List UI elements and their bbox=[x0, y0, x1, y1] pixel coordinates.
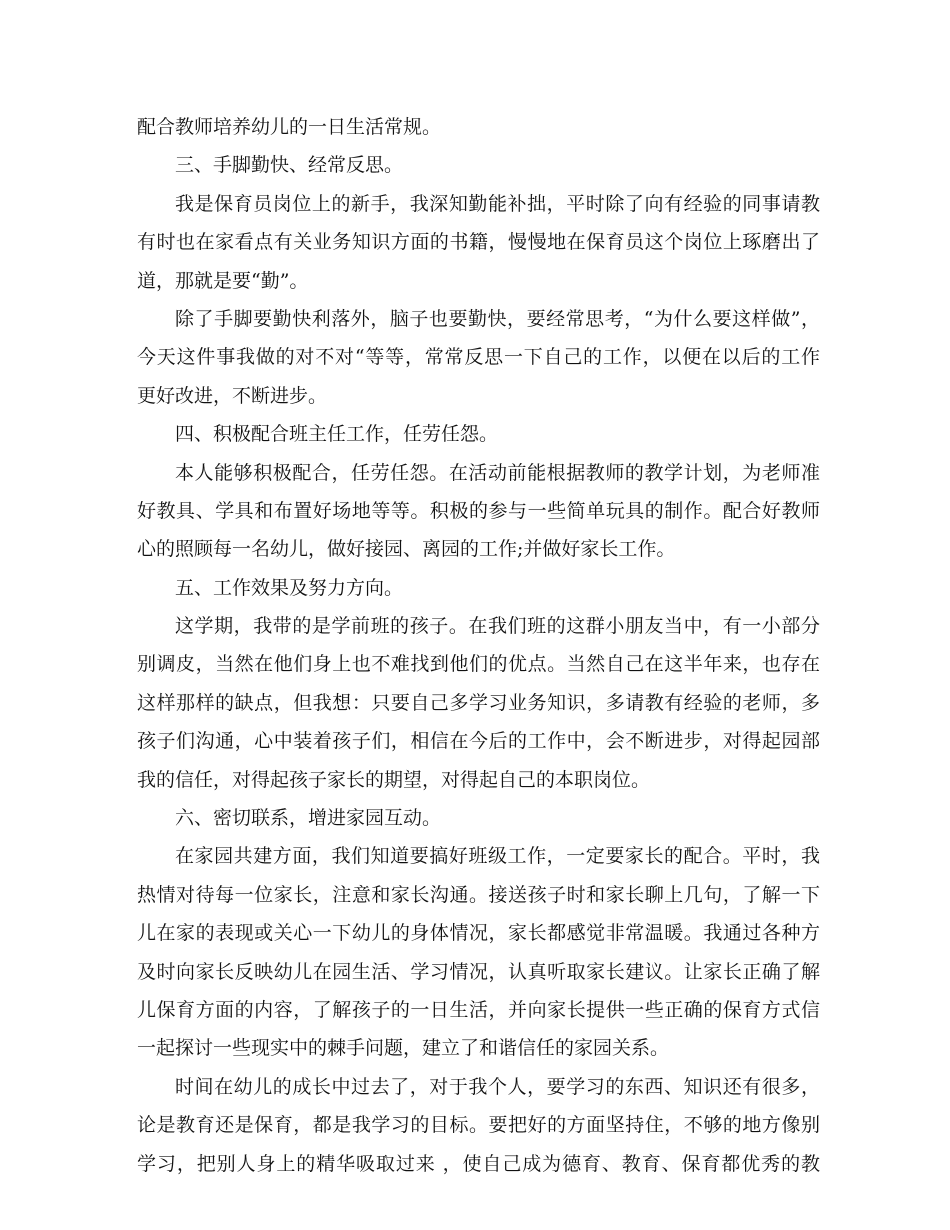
text-line: 四、积极配合班主任工作，任劳任怨。 bbox=[175, 423, 499, 446]
text-line: 除了手脚要勤快利落外，脑子也要勤快，要经常思考，“为什么要这样做”， bbox=[175, 307, 820, 330]
text-line: 论是教育还是保育，都是我学习的目标。要把好的方面坚持住，不够的地方像别 bbox=[137, 1114, 820, 1137]
text-line: 热情对待每一位家长，注意和家长沟通。接送孩子时和家长聊上几句，了解一下 bbox=[137, 883, 820, 906]
text-line: 我的信任，对得起孩子家长的期望，对得起自己的本职岗位。 bbox=[137, 768, 651, 791]
text-line: 孩子们沟通，心中装着孩子们，相信在今后的工作中，会不断进步，对得起园部 bbox=[137, 730, 820, 753]
text-line: 这学期，我带的是学前班的孩子。在我们班的这群小朋友当中，有一小部分 bbox=[175, 615, 820, 638]
text-line: 本人能够积极配合，任劳任怨。在活动前能根据教师的教学计划，为老师准 bbox=[175, 461, 820, 484]
text-line: 更好改进，不断进步。 bbox=[137, 384, 328, 407]
text-line: 及时向家长反映幼儿在园生活、学习情况，认真听取家长建议。让家长正确了解 bbox=[137, 960, 820, 983]
text-line: 我是保育员岗位上的新手，我深知勤能补拙，平时除了向有经验的同事请教 bbox=[175, 192, 820, 215]
text-line: 在家园共建方面，我们知道要搞好班级工作，一定要家长的配合。平时，我 bbox=[175, 845, 820, 868]
text-line: 一起探讨一些现实中的棘手问题，建立了和谐信任的家园关系。 bbox=[137, 1037, 670, 1060]
text-line: 儿在家的表现或关心一下幼儿的身体情况，家长都感觉非常温暖。我通过各种方 bbox=[137, 922, 820, 945]
text-line: 好教具、学具和布置好场地等等。积极的参与一些简单玩具的制作。配合好教师 bbox=[137, 499, 820, 522]
text-line: 五、工作效果及努力方向。 bbox=[175, 576, 404, 599]
text-line: 心的照顾每一名幼儿，做好接园、离园的工作;并做好家长工作。 bbox=[137, 538, 676, 561]
text-line: 学习，把别人身上的精华吸取过来 ，使自己成为德育、教育、保育都优秀的教 bbox=[137, 1152, 820, 1175]
document-body bbox=[137, 108, 820, 1183]
text-line: 三、手脚勤快、经常反思。 bbox=[175, 154, 404, 177]
text-line: 六、密切联系，增进家园互动。 bbox=[175, 807, 442, 830]
text-line: 别调皮，当然在他们身上也不难找到他们的优点。当然自己在这半年来，也存在 bbox=[137, 653, 820, 676]
text-line: 有时也在家看点有关业务知识方面的书籍，慢慢地在保育员这个岗位上琢磨出了 bbox=[137, 231, 820, 254]
text-line: 儿保育方面的内容，了解孩子的一日生活，并向家长提供一些正确的保育方式信 bbox=[137, 998, 820, 1021]
text-line: 今天这件事我做的对不对“等等，常常反思一下自己的工作，以便在以后的工作 bbox=[137, 346, 820, 369]
text-line: 配合教师培养幼儿的一日生活常规。 bbox=[137, 116, 442, 138]
text-line: 时间在幼儿的成长中过去了，对于我个人，要学习的东西、知识还有很多， bbox=[175, 1075, 820, 1098]
text-line: 道，那就是要“勤”。 bbox=[137, 269, 309, 292]
text-line: 这样那样的缺点，但我想：只要自己多学习业务知识，多请教有经验的老师，多 bbox=[137, 691, 820, 714]
